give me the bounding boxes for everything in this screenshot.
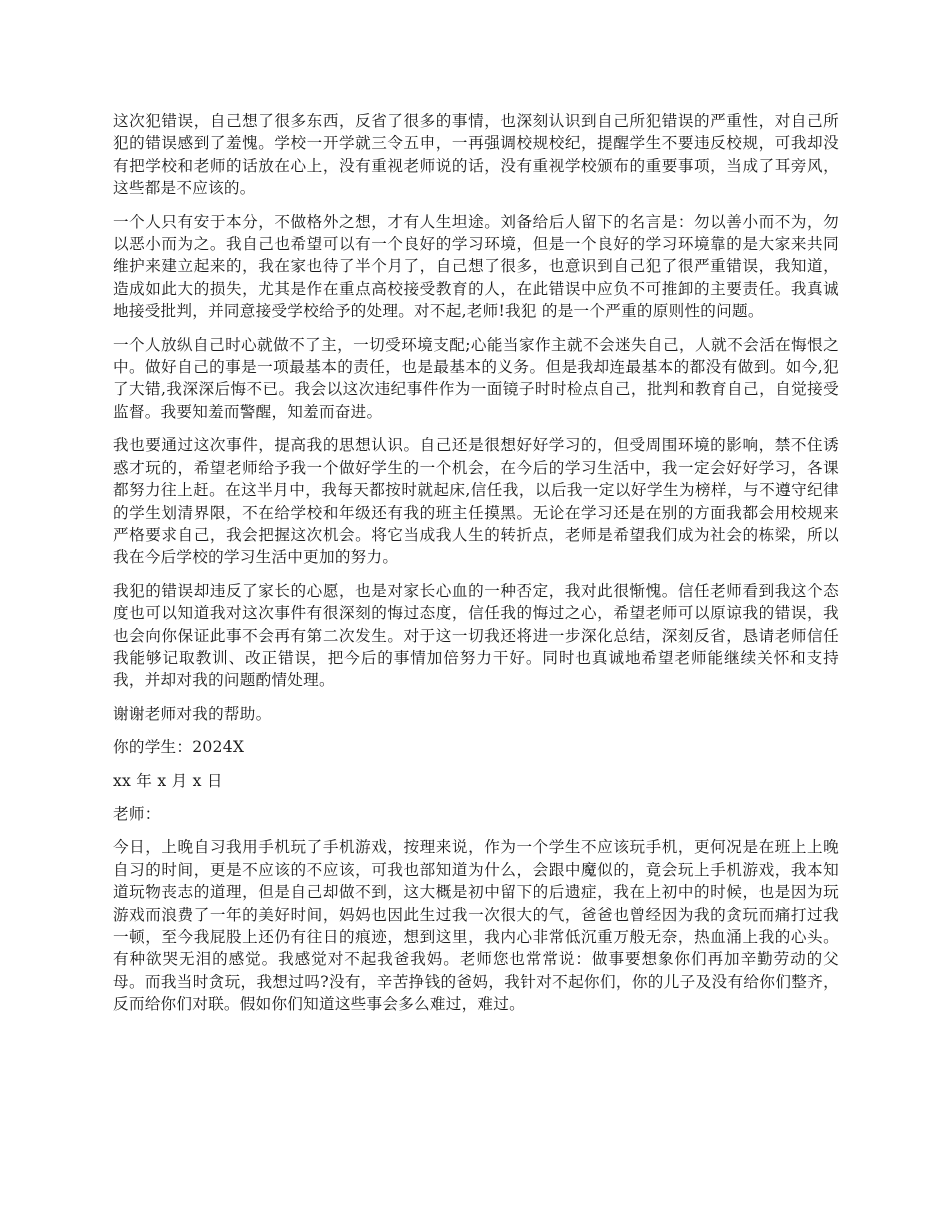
paragraph-thanks: 谢谢老师对我的帮助。 [113, 704, 272, 723]
paragraph-phone-game: 今日，上晚自习我用手机玩了手机游戏，按理来说，作为一个学生不应该玩手机，更何况是在班上上晚自习的时间，更是不应该的不应该，可我也部知道为什么，会跟中魔似的，竟会玩上手机游戏，我本知道玩物丧志的道理，但是自己却做不到，这大概是初中留下的后遗症，我在上初中的时候，也是因为玩游戏而浪费了一年的美好时间，妈妈也因此生过我一次很大的气，爸爸也曾经因为我的贪玩而痛打过我一顿，至今我屁股上还仍有往日的痕迹，想到这里，我内心非常低沉重万般无奈，热血涌上我的心头。有种欲哭无泪的感觉。我感觉对不起我爸我妈。老师您也常常说：做事要想象你们再加辛勤劳动的父母。而我当时贪玩，我想过吗?没有，辛苦挣钱的爸妈，我针对不起你们，你的儿子及没有给你们整齐，反而给你们对联。假如你们知道这些事会多么难过，难过。 [113, 838, 839, 1014]
salutation-teacher: 老师： [113, 804, 161, 823]
signature-date: xx 年 x 月 x 日 [113, 771, 223, 790]
document-body [113, 110, 839, 1027]
paragraph-principles: 一个人只有安于本分，不做格外之想，才有人生坦途。刘备给后人留下的名言是：勿以善小而不为，勿以恶小而为之。我自己也希望可以有一个良好的学习环境，但是一个良好的学习环境靠的是大家来共同维护来建立起来的，我在家也待了半个月了，自己想了很多，也意识到自己犯了很严重错误，我知道，造成如此大的损失，尤其是作在重点高校接受教育的人，在此错误中应负不可推卸的主要责任。我真诚地接受批判，并同意接受学校给予的处理。对不起,老师!我犯 的是一个严重的原则性的问题。 [113, 212, 839, 321]
paragraph-self-control: 一个人放纵自己时心就做不了主，一切受环境支配;心能当家作主就不会迷失自己，人就不会活在悔恨之中。做好自己的事是一项最基本的责任，也是最基本的义务。但是我却连最基本的都没有做到。如今,犯了大错,我深深后悔不已。我会以这次违纪事件作为一面镜子时时检点自己，批判和教育自己，自觉接受监督。我要知羞而警醒，知羞而奋进。 [113, 335, 839, 421]
paragraph-reflection: 这次犯错误，自己想了很多东西，反省了很多的事情，也深刻认识到自己所犯错误的严重性，对自己所犯的错误感到了羞愧。学校一开学就三令五申，一再强调校规校纪，提醒学生不要违反校规，可我却没有把学校和老师的话放在心上，没有重视老师说的话，没有重视学校颁布的重要事项，当成了耳旁风，这些都是不应该的。 [113, 112, 839, 198]
signature-student: 你的学生：2024X [113, 738, 245, 757]
paragraph-improvement: 我也要通过这次事件，提高我的思想认识。自己还是很想好好学习的，但受周围环境的影响，禁不住诱惑才玩的，希望老师给予我一个做好学生的一个机会，在今后的学习生活中，我一定会好好学习，各课都努力往上赶。在这半月中，我每天都按时就起床,信任我，以后我一定以好学生为榜样，与不遵守纪律的学生划清界限，不在给学校和年级还有我的班主任摸黑。无论在学习还是在别的方面我都会用校规来严格要求自己，我会把握这次机会。将它当成我人生的转折点，老师是希望我们成为社会的栋梁，所以我在今后学校的学习生活中更加的努力。 [113, 436, 839, 567]
paragraph-apology-parents: 我犯的错误却违反了家长的心愿，也是对家长心血的一种否定，我对此很惭愧。信任老师看到我这个态度也可以知道我对这次事件有很深刻的悔过态度，信任我的悔过之心，希望老师可以原谅我的错误，我也会向你保证此事不会再有第二次发生。对于这一切我还将进一步深化总结，深刻反省，恳请老师信任我能够记取教训、改正错误，把今后的事情加倍努力干好。同时也真诚地希望老师能继续关怀和支持我，并却对我的问题酌情处理。 [113, 581, 839, 690]
